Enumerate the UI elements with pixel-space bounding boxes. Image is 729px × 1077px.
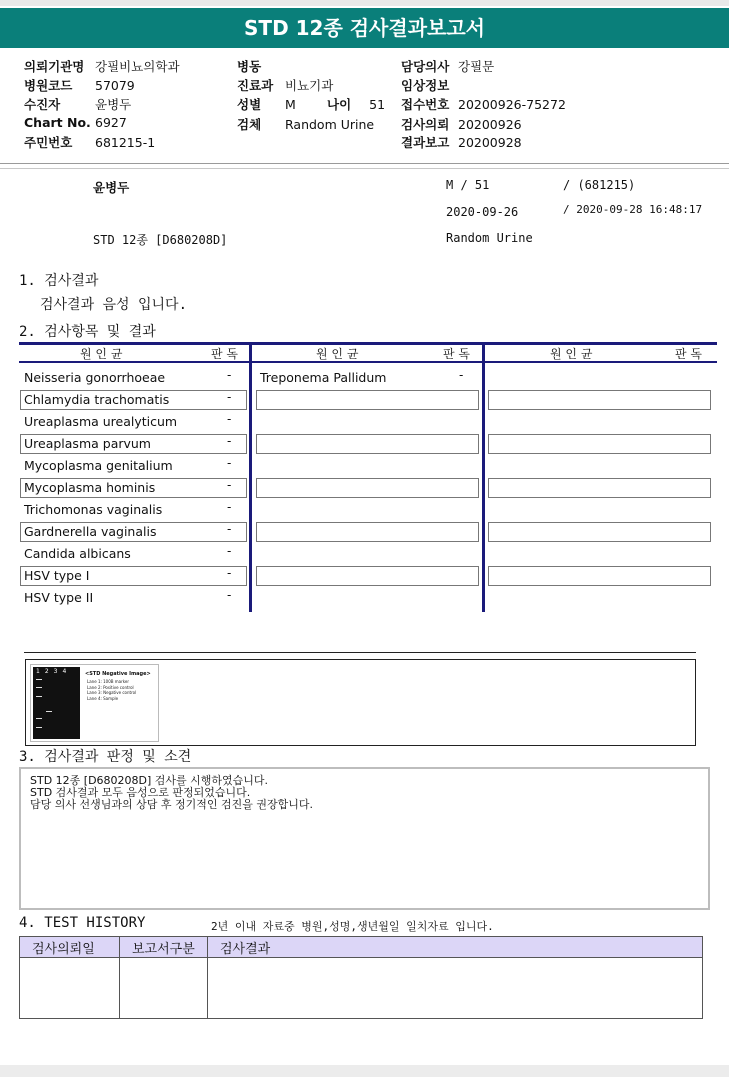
history-col-type: 보고서구분 [120,937,208,958]
header-field-label: 병동 [237,59,262,74]
header-separator [0,163,729,164]
result-row-box [488,566,711,586]
section4-title: 4. TEST HISTORY [19,915,146,931]
header-field [24,95,131,113]
header-field [237,115,374,133]
header-field [401,76,458,94]
section1-result: 검사결과 음성 입니다. [40,297,188,313]
pathogen-name: HSV type II [24,590,94,605]
header-field [401,95,566,113]
header-field-label: 결과보고 [401,135,450,150]
header-field [237,76,333,94]
header-field-value: 20200928 [458,135,522,150]
history-col-result: 검사결과 [208,937,703,958]
pathogen-name: Chlamydia trachomatis [24,392,170,407]
gel-title: <STD Negative Image> [85,671,151,677]
pathogen-name: Ureaplasma parvum [24,436,151,451]
history-table [19,936,703,1019]
gel-image [30,664,159,742]
pathogen-result: - [459,368,464,382]
col3-judge-head: 판 독 [675,347,702,361]
header-field-label: 담당의사 [401,59,450,74]
age-value: 51 [369,97,386,112]
age-label: 나이 [327,97,352,112]
gel-lane-numbers: 1234 [36,668,72,675]
section3-title: 3. 검사결과 판정 및 소견 [19,749,192,765]
header-field-value: 강필문 [458,59,495,74]
pathogen-name: Mycoplasma genitalium [24,458,173,473]
result-row-box [488,522,711,542]
gel-band [46,711,52,712]
table-col-divider-1 [249,342,252,612]
gel-band [36,718,42,719]
gel-legend: Lane 1: 100B marker Lane 2: Positive control Lane 3: Negative control Lane 4: Sample [87,679,137,701]
top-strip [0,0,729,6]
patient-name: 윤병두 [93,180,130,195]
header-field-value: M [285,97,296,112]
header-field-label: 진료과 [237,78,274,93]
pathogen-name: Mycoplasma hominis [24,480,156,495]
section2-title: 2. 검사항목 및 결과 [19,324,156,340]
gel-band [36,679,42,680]
col2-judge-head: 판 독 [443,347,470,361]
pathogen-name: Treponema Pallidum [260,370,387,385]
header-field [401,115,522,133]
date-request: 2020-09-26 [446,205,519,219]
header-field [24,133,155,151]
gel-band [36,687,42,688]
result-row-box [256,434,479,454]
pathogen-name: Candida albicans [24,546,131,561]
col2-pathogen-head: 원 인 균 [316,347,359,361]
comment-text: STD 12종 [D680208D] 검사를 시행하였습니다. STD 검사결과 모두 음성으로 판정되었습니다. 담당 의사 선생님과의 상담 후 정기적인 검진을 권장합니다. [30,774,313,811]
table-head-line [19,361,717,363]
header-field-value: 681215-1 [95,135,156,150]
header-field [24,115,127,130]
col1-judge-head: 판 독 [211,347,238,361]
gel-band [36,696,42,697]
section4-note: 2년 이내 자료중 병원,성명,생년월일 일치자료 입니다. [211,920,494,933]
pathogen-result: - [227,544,232,558]
report-title: STD 12종 검사결과보고서 [0,8,729,48]
history-cell [208,958,703,1019]
header-field-value: 57079 [95,78,135,93]
history-cell [20,958,120,1019]
pathogen-name: Gardnerella vaginalis [24,524,157,539]
history-cell [120,958,208,1019]
result-row-box [488,434,711,454]
header-field [24,57,180,75]
header-field-value: Random Urine [285,117,375,132]
result-row-box [256,478,479,498]
header-field-value: 윤병두 [95,97,132,112]
header-field-label: 수진자 [24,97,61,112]
result-row-box [488,478,711,498]
gel-band [36,727,42,728]
pathogen-result: - [227,390,232,404]
result-row-box [488,390,711,410]
header-field [24,76,135,94]
table-col-divider-2 [482,342,485,612]
col3-pathogen-head: 원 인 균 [550,347,593,361]
history-col-date: 검사의뢰일 [20,937,120,958]
table-top-line [19,342,717,345]
pathogen-result: - [227,368,232,382]
header-field [401,57,494,75]
header-field-value: 20200926 [458,117,522,132]
pathogen-result: - [227,456,232,470]
header-field-label: 병원코드 [24,78,73,93]
pathogen-name: Neisseria gonorrhoeae [24,370,166,385]
gel-photo [33,667,80,739]
header-field [401,133,522,151]
pathogen-result: - [227,522,232,536]
pathogen-name: HSV type I [24,568,90,583]
patient-id: / (681215) [563,178,636,192]
header-field [237,57,285,75]
header-field-value: 비뇨기과 [285,78,334,93]
pathogen-name: Ureaplasma urealyticum [24,414,178,429]
pathogen-result: - [227,588,232,602]
header-field [237,95,296,113]
section1-title: 1. 검사결과 [19,273,99,289]
result-row-box [256,522,479,542]
test-name: STD 12종 [D680208D] [93,233,228,247]
header-separator-2 [0,168,729,169]
header-field-label: Chart No. [24,115,91,130]
bottom-strip [0,1065,729,1077]
header-field-label: 검사의뢰 [401,117,450,132]
pathogen-name: Trichomonas vaginalis [24,502,163,517]
header-field-value: 강필비뇨의학과 [95,59,180,74]
header-field-label: 접수번호 [401,97,450,112]
header-field-label: 주민번호 [24,135,73,150]
date-report: / 2020-09-28 16:48:17 [563,203,703,216]
header-field-label: 성별 [237,97,262,112]
result-row-box [256,390,479,410]
header-field-label: 임상정보 [401,78,450,93]
header-field-label: 검체 [237,117,262,132]
pathogen-result: - [227,500,232,514]
specimen: Random Urine [446,231,533,245]
header-field-label: 의뢰기관명 [24,59,85,74]
result-row-box [256,566,479,586]
patient-sex-age: M / 51 [446,178,490,192]
pathogen-result: - [227,412,232,426]
header-field-value: 6927 [95,115,127,130]
gel-separator [24,652,696,653]
pathogen-result: - [227,478,232,492]
pathogen-result: - [227,566,232,580]
pathogen-result: - [227,434,232,448]
header-field-value: 20200926-75272 [458,97,566,112]
age-field [327,95,385,113]
col1-pathogen-head: 원 인 균 [80,347,123,361]
